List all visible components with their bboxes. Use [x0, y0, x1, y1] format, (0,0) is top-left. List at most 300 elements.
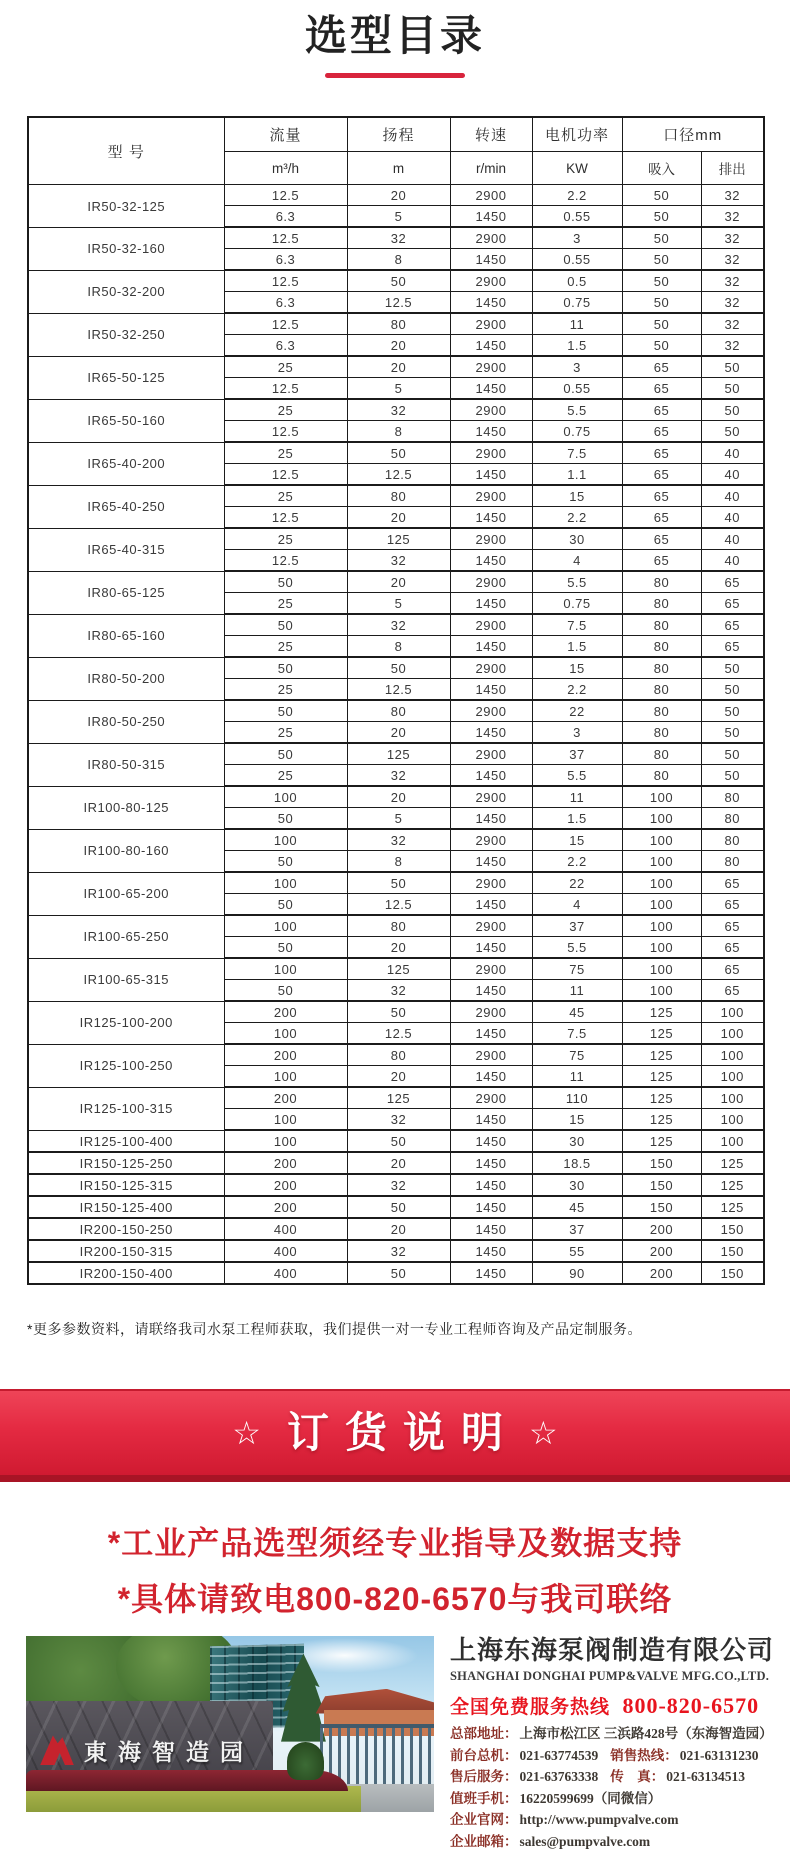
data-cell: 2900 [450, 1044, 532, 1066]
data-cell: 2900 [450, 399, 532, 421]
data-cell: 7.5 [532, 442, 622, 464]
model-cell: IR100-65-200 [28, 872, 224, 915]
data-cell: 65 [622, 378, 701, 400]
data-cell: 125 [701, 1196, 764, 1218]
data-cell: 400 [224, 1240, 347, 1262]
data-cell: 1.1 [532, 464, 622, 486]
data-cell: 125 [622, 1066, 701, 1088]
data-cell: 80 [622, 657, 701, 679]
data-cell: 65 [701, 937, 764, 959]
header-model: 型 号 [28, 117, 224, 185]
data-cell: 25 [224, 528, 347, 550]
data-cell: 40 [701, 442, 764, 464]
data-cell: 50 [622, 206, 701, 228]
model-cell: IR65-40-200 [28, 442, 224, 485]
data-cell: 1450 [450, 722, 532, 744]
data-cell: 100 [622, 958, 701, 980]
data-cell: 50 [224, 571, 347, 593]
data-cell: 80 [622, 743, 701, 765]
data-cell: 12.5 [347, 894, 450, 916]
header-row-main [28, 117, 764, 152]
data-cell: 15 [532, 485, 622, 507]
model-cell: IR200-150-400 [28, 1262, 224, 1284]
data-cell: 65 [622, 399, 701, 421]
data-cell: 50 [224, 700, 347, 722]
data-cell: 3 [532, 722, 622, 744]
data-cell: 20 [347, 786, 450, 808]
model-cell: IR150-125-250 [28, 1152, 224, 1174]
model-cell: IR100-80-160 [28, 829, 224, 872]
data-cell: 11 [532, 313, 622, 335]
data-cell: 65 [622, 485, 701, 507]
company-section [26, 1636, 790, 1850]
data-cell: 2900 [450, 1001, 532, 1023]
data-cell: 12.5 [224, 464, 347, 486]
data-cell: 1450 [450, 292, 532, 314]
data-cell: 65 [622, 550, 701, 572]
selection-table-section [27, 116, 763, 1285]
data-cell: 25 [224, 765, 347, 787]
model-cell: IR65-40-250 [28, 485, 224, 528]
data-cell: 65 [701, 593, 764, 615]
data-cell: 80 [622, 636, 701, 658]
data-cell: 80 [347, 700, 450, 722]
data-cell: 150 [622, 1174, 701, 1196]
palm-plant-shape [287, 1742, 324, 1781]
data-cell: 200 [224, 1174, 347, 1196]
data-cell: 2900 [450, 270, 532, 292]
data-cell: 12.5 [224, 421, 347, 443]
data-cell: 75 [532, 1044, 622, 1066]
data-cell: 1450 [450, 206, 532, 228]
data-cell: 20 [347, 722, 450, 744]
data-cell: 25 [224, 593, 347, 615]
data-cell: 1450 [450, 464, 532, 486]
data-cell: 20 [347, 185, 450, 206]
data-cell: 2900 [450, 227, 532, 249]
table-row [28, 1152, 764, 1174]
data-cell: 1450 [450, 980, 532, 1002]
header-head: 扬程 [347, 117, 450, 152]
model-cell: IR80-50-315 [28, 743, 224, 786]
data-cell: 5.5 [532, 937, 622, 959]
model-cell: IR100-65-250 [28, 915, 224, 958]
data-cell: 80 [622, 593, 701, 615]
page-title: 选型目录 [304, 12, 485, 59]
data-cell: 125 [701, 1174, 764, 1196]
data-cell: 30 [532, 1130, 622, 1152]
data-cell: 1.5 [532, 335, 622, 357]
data-cell: 50 [347, 1001, 450, 1023]
model-cell: IR200-150-315 [28, 1240, 224, 1262]
model-cell: IR65-50-160 [28, 399, 224, 442]
data-cell: 40 [701, 550, 764, 572]
data-cell: 110 [532, 1087, 622, 1109]
data-cell: 4 [532, 550, 622, 572]
table-footnote: *更多参数资料，请联络我司水泵工程师获取，我们提供一对一专业工程师咨询及产品定制服务。 [27, 1321, 642, 1338]
data-cell: 0.75 [532, 421, 622, 443]
data-cell: 100 [701, 1001, 764, 1023]
data-cell: 65 [701, 614, 764, 636]
table-row [28, 1262, 764, 1284]
data-cell: 1450 [450, 1023, 532, 1045]
data-cell: 1450 [450, 1240, 532, 1262]
data-cell: 65 [701, 915, 764, 937]
data-cell: 80 [701, 851, 764, 873]
data-cell: 1450 [450, 808, 532, 830]
table-row [28, 528, 764, 550]
data-cell: 12.5 [347, 679, 450, 701]
data-cell: 50 [622, 292, 701, 314]
data-cell: 1450 [450, 1218, 532, 1240]
data-cell: 7.5 [532, 1023, 622, 1045]
data-cell: 200 [622, 1240, 701, 1262]
data-cell: 32 [347, 980, 450, 1002]
data-cell: 65 [701, 872, 764, 894]
data-cell: 100 [701, 1023, 764, 1045]
data-cell: 1450 [450, 1109, 532, 1131]
data-cell: 0.5 [532, 270, 622, 292]
data-cell: 11 [532, 1066, 622, 1088]
data-cell: 20 [347, 356, 450, 378]
contact-line-aftersales [450, 1768, 780, 1786]
data-cell: 50 [347, 872, 450, 894]
data-cell: 0.75 [532, 593, 622, 615]
table-row [28, 872, 764, 894]
table-row [28, 915, 764, 937]
company-name-cn: 上海东海泵阀制造有限公司 [450, 1635, 775, 1666]
data-cell: 80 [622, 765, 701, 787]
header-speed-unit: r/min [450, 152, 532, 185]
data-cell: 25 [224, 636, 347, 658]
notice-line: *具体请致电800-820-6570与我司联络 [117, 1580, 673, 1617]
data-cell: 100 [701, 1066, 764, 1088]
order-notice-banner [0, 1389, 790, 1482]
data-cell: 15 [532, 829, 622, 851]
data-cell: 40 [701, 485, 764, 507]
data-cell: 1450 [450, 765, 532, 787]
data-cell: 32 [701, 249, 764, 271]
company-website-link[interactable]: http://www.pumpvalve.com [519, 1812, 679, 1828]
title-section [0, 0, 790, 78]
data-cell: 125 [622, 1044, 701, 1066]
data-cell: 80 [347, 313, 450, 335]
data-cell: 1450 [450, 421, 532, 443]
star-icon: ☆ [529, 1415, 558, 1452]
data-cell: 50 [701, 743, 764, 765]
data-cell: 1.5 [532, 636, 622, 658]
data-cell: 20 [347, 937, 450, 959]
data-cell: 200 [224, 1044, 347, 1066]
table-row [28, 1087, 764, 1109]
contact-value: 16220599699（同微信） [519, 1790, 662, 1806]
data-cell: 4 [532, 894, 622, 916]
data-cell: 22 [532, 872, 622, 894]
data-cell: 12.5 [224, 185, 347, 206]
company-info [450, 1636, 780, 1850]
data-cell: 65 [622, 442, 701, 464]
data-cell: 20 [347, 1152, 450, 1174]
data-cell: 50 [347, 1196, 450, 1218]
company-campus-photo [26, 1636, 434, 1812]
data-cell: 1450 [450, 378, 532, 400]
hotline-label: 全国免费服务热线 [450, 1696, 611, 1718]
header-inlet: 吸入 [622, 152, 701, 185]
data-cell: 80 [622, 614, 701, 636]
data-cell: 32 [347, 614, 450, 636]
pump-table-body [28, 185, 764, 1285]
data-cell: 150 [622, 1196, 701, 1218]
table-row [28, 1044, 764, 1066]
data-cell: 12.5 [224, 227, 347, 249]
contact-line-address [450, 1725, 780, 1743]
data-cell: 50 [701, 722, 764, 744]
data-cell: 65 [622, 507, 701, 529]
header-bore: 口径mm [622, 117, 764, 152]
data-cell: 25 [224, 356, 347, 378]
data-cell: 150 [701, 1262, 764, 1284]
data-cell: 40 [701, 464, 764, 486]
data-cell: 100 [224, 1130, 347, 1152]
data-cell: 32 [701, 335, 764, 357]
data-cell: 2900 [450, 743, 532, 765]
data-cell: 50 [224, 980, 347, 1002]
data-cell: 32 [347, 550, 450, 572]
data-cell: 125 [701, 1152, 764, 1174]
data-cell: 50 [224, 808, 347, 830]
data-cell: 80 [622, 571, 701, 593]
contact-line-mobile [450, 1790, 780, 1808]
data-cell: 400 [224, 1218, 347, 1240]
data-cell: 200 [622, 1262, 701, 1284]
data-cell: 45 [532, 1001, 622, 1023]
model-cell: IR100-80-125 [28, 786, 224, 829]
data-cell: 32 [347, 1109, 450, 1131]
table-row [28, 227, 764, 249]
contact-label: 销售热线： [610, 1747, 678, 1763]
header-power-unit: KW [532, 152, 622, 185]
data-cell: 80 [701, 786, 764, 808]
data-cell: 65 [622, 356, 701, 378]
data-cell: 1450 [450, 1262, 532, 1284]
donghai-logo-icon [40, 1735, 74, 1765]
data-cell: 1450 [450, 249, 532, 271]
data-cell: 100 [224, 829, 347, 851]
data-cell: 0.75 [532, 292, 622, 314]
data-cell: 65 [701, 894, 764, 916]
table-row [28, 485, 764, 507]
data-cell: 1450 [450, 1130, 532, 1152]
data-cell: 90 [532, 1262, 622, 1284]
table-row [28, 356, 764, 378]
data-cell: 37 [532, 743, 622, 765]
notice-line: *工业产品选型须经专业指导及数据支持 [107, 1525, 683, 1562]
model-cell: IR50-32-160 [28, 227, 224, 270]
data-cell: 1450 [450, 507, 532, 529]
data-cell: 0.55 [532, 249, 622, 271]
data-cell: 32 [701, 206, 764, 228]
data-cell: 50 [701, 700, 764, 722]
data-cell: 12.5 [224, 378, 347, 400]
table-row [28, 270, 764, 292]
data-cell: 100 [224, 958, 347, 980]
data-cell: 32 [347, 765, 450, 787]
table-row [28, 958, 764, 980]
data-cell: 50 [622, 185, 701, 206]
header-head-unit: m [347, 152, 450, 185]
model-cell: IR80-65-125 [28, 571, 224, 614]
data-cell: 30 [532, 1174, 622, 1196]
data-cell: 100 [224, 872, 347, 894]
data-cell: 2900 [450, 442, 532, 464]
data-cell: 2900 [450, 614, 532, 636]
pump-spec-table [27, 116, 765, 1285]
data-cell: 1450 [450, 1196, 532, 1218]
data-cell: 200 [622, 1218, 701, 1240]
data-cell: 2.2 [532, 185, 622, 206]
data-cell: 400 [224, 1262, 347, 1284]
data-cell: 1450 [450, 679, 532, 701]
data-cell: 50 [701, 421, 764, 443]
table-row [28, 1001, 764, 1023]
data-cell: 80 [622, 700, 701, 722]
data-cell: 125 [347, 1087, 450, 1109]
data-cell: 50 [347, 1262, 450, 1284]
data-cell: 125 [347, 528, 450, 550]
data-cell: 6.3 [224, 249, 347, 271]
data-cell: 25 [224, 679, 347, 701]
data-cell: 150 [701, 1240, 764, 1262]
contact-value: 021-63131230 [679, 1747, 759, 1763]
data-cell: 100 [224, 915, 347, 937]
data-cell: 32 [701, 292, 764, 314]
data-cell: 80 [622, 679, 701, 701]
data-cell: 3 [532, 356, 622, 378]
data-cell: 2900 [450, 958, 532, 980]
data-cell: 100 [622, 808, 701, 830]
company-email-link[interactable]: sales@pumpvalve.com [519, 1833, 651, 1849]
data-cell: 100 [622, 829, 701, 851]
data-cell: 65 [622, 421, 701, 443]
data-cell: 0.55 [532, 206, 622, 228]
data-cell: 2900 [450, 528, 532, 550]
company-name-en: SHANGHAI DONGHAI PUMP&VALVE MFG.CO.,LTD. [450, 1668, 770, 1683]
data-cell: 25 [224, 722, 347, 744]
data-cell: 125 [347, 958, 450, 980]
data-cell: 32 [347, 1174, 450, 1196]
data-cell: 100 [622, 937, 701, 959]
data-cell: 200 [224, 1196, 347, 1218]
data-cell: 12.5 [347, 1023, 450, 1045]
data-cell: 30 [532, 528, 622, 550]
data-cell: 100 [224, 1066, 347, 1088]
data-cell: 6.3 [224, 335, 347, 357]
data-cell: 2900 [450, 786, 532, 808]
data-cell: 25 [224, 399, 347, 421]
data-cell: 100 [224, 1109, 347, 1131]
data-cell: 100 [701, 1087, 764, 1109]
model-cell: IR65-50-125 [28, 356, 224, 399]
data-cell: 6.3 [224, 206, 347, 228]
data-cell: 1450 [450, 593, 532, 615]
table-row [28, 700, 764, 722]
data-cell: 6.3 [224, 292, 347, 314]
data-cell: 2900 [450, 829, 532, 851]
table-row [28, 786, 764, 808]
data-cell: 5.5 [532, 571, 622, 593]
contact-label: 总部地址： [450, 1725, 518, 1741]
data-cell: 20 [347, 335, 450, 357]
data-cell: 1.5 [532, 808, 622, 830]
data-cell: 2900 [450, 1087, 532, 1109]
data-cell: 100 [622, 786, 701, 808]
data-cell: 25 [224, 442, 347, 464]
data-cell: 1450 [450, 1152, 532, 1174]
table-row [28, 442, 764, 464]
data-cell: 25 [224, 485, 347, 507]
data-cell: 50 [701, 356, 764, 378]
service-hotline [450, 1692, 780, 1719]
data-cell: 32 [347, 399, 450, 421]
data-cell: 5 [347, 593, 450, 615]
data-cell: 5.5 [532, 765, 622, 787]
header-speed: 转速 [450, 117, 532, 152]
data-cell: 50 [224, 937, 347, 959]
data-cell: 65 [701, 980, 764, 1002]
model-cell: IR100-65-315 [28, 958, 224, 1001]
table-row [28, 829, 764, 851]
model-cell: IR125-100-200 [28, 1001, 224, 1044]
data-cell: 100 [622, 872, 701, 894]
table-row [28, 657, 764, 679]
data-cell: 2900 [450, 185, 532, 206]
star-icon: ☆ [232, 1415, 261, 1452]
table-row [28, 614, 764, 636]
data-cell: 32 [347, 227, 450, 249]
data-cell: 50 [347, 657, 450, 679]
data-cell: 50 [224, 657, 347, 679]
data-cell: 150 [622, 1152, 701, 1174]
data-cell: 100 [224, 786, 347, 808]
data-cell: 5 [347, 808, 450, 830]
data-cell: 100 [701, 1044, 764, 1066]
banner-title: 订货说明 [286, 1409, 519, 1457]
data-cell: 100 [622, 980, 701, 1002]
data-cell: 12.5 [347, 464, 450, 486]
contact-value: 021-63774539 [519, 1747, 599, 1763]
table-row [28, 185, 764, 206]
table-row [28, 399, 764, 421]
contact-line-switchboard [450, 1747, 780, 1765]
contact-label: 传 真： [610, 1769, 665, 1785]
contact-line-website [450, 1811, 780, 1829]
data-cell: 15 [532, 1109, 622, 1131]
data-cell: 150 [701, 1218, 764, 1240]
data-cell: 2.2 [532, 851, 622, 873]
data-cell: 8 [347, 421, 450, 443]
data-cell: 75 [532, 958, 622, 980]
data-cell: 65 [701, 636, 764, 658]
data-cell: 80 [701, 829, 764, 851]
data-cell: 2900 [450, 872, 532, 894]
data-cell: 50 [701, 765, 764, 787]
data-cell: 2900 [450, 356, 532, 378]
data-cell: 50 [347, 442, 450, 464]
model-cell: IR125-100-315 [28, 1087, 224, 1130]
model-cell: IR50-32-200 [28, 270, 224, 313]
data-cell: 100 [224, 1023, 347, 1045]
data-cell: 50 [224, 894, 347, 916]
